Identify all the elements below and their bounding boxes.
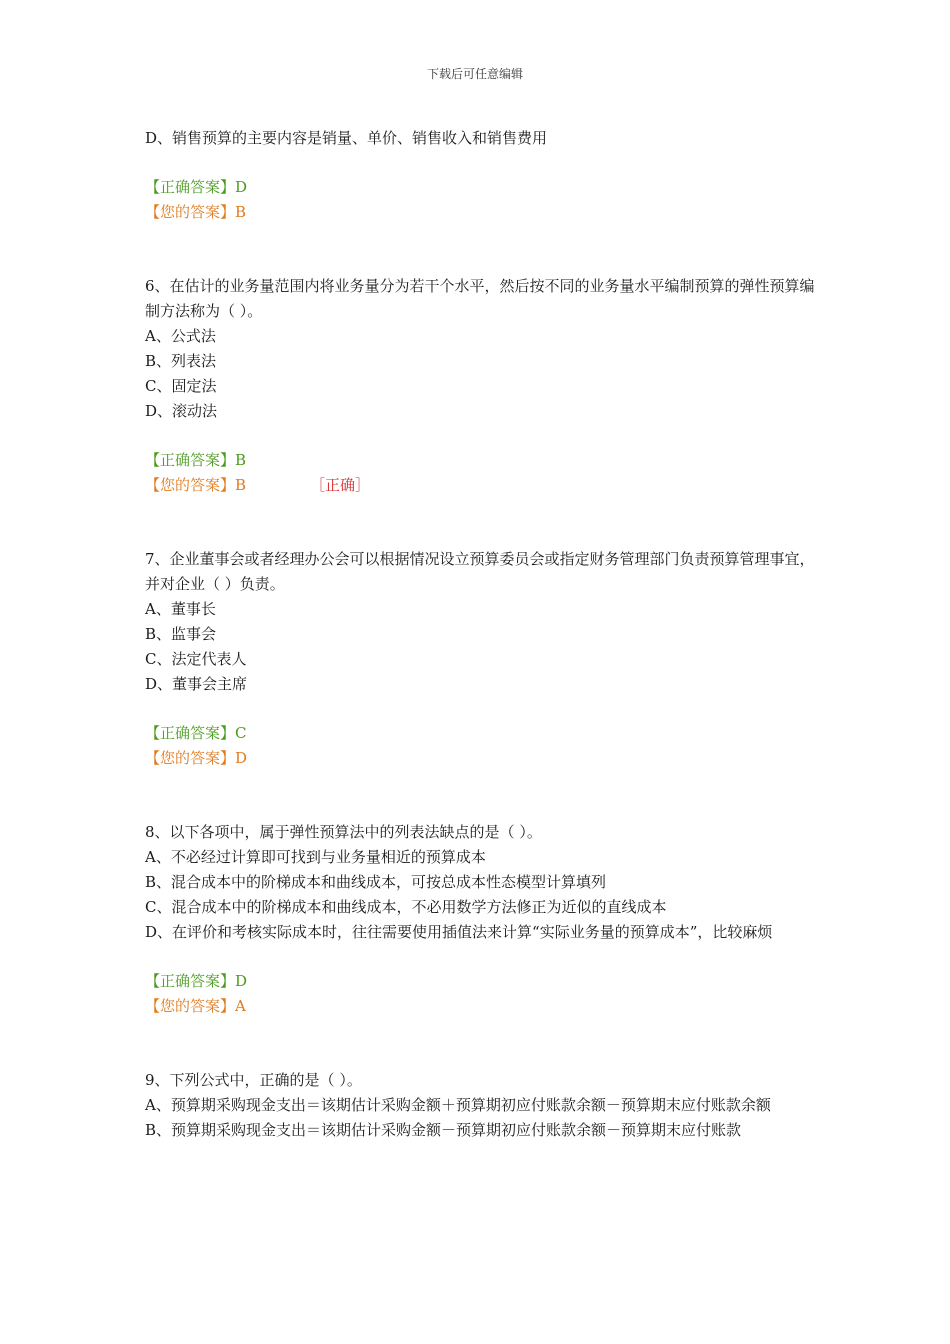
option-d: D、销售预算的主要内容是销量、单价、销售收入和销售费用 [145,129,548,147]
option-d: D、滚动法 [145,402,218,420]
option-a: A、董事长 [145,600,216,618]
question-6 [145,274,815,498]
option-c: C、混合成本中的阶梯成本和曲线成本，不必用数学方法修正为近似的直线成本 [145,898,667,916]
document-body [145,126,815,1143]
your-answer: 【您的答案】B [145,203,247,221]
verdict-badge: ［正确］ [310,476,371,494]
correct-answer: 【正确答案】D [145,972,248,990]
option-b: B、预算期采购现金支出＝该期估计采购金额－预算期初应付账款余额－预算期末应付账款 [145,1121,742,1139]
question-7 [145,547,815,771]
option-c: C、法定代表人 [145,650,247,668]
option-a: A、预算期采购现金支出＝该期估计采购金额＋预算期初应付账款余额－预算期末应付账款余额 [145,1096,771,1114]
option-d: D、在评价和考核实际成本时，往往需要使用插值法来计算“实际业务量的预算成本”，比较麻烦 [145,923,773,941]
option-a: A、公式法 [145,327,216,345]
question-9 [145,1068,815,1143]
correct-answer: 【正确答案】C [145,724,247,742]
option-b: B、混合成本中的阶梯成本和曲线成本，可按总成本性态模型计算填列 [145,873,607,891]
option-b: B、列表法 [145,352,217,370]
your-answer: 【您的答案】D [145,749,248,767]
question-stem: 6、在估计的业务量范围内将业务量分为若干个水平，然后按不同的业务量水平编制预算的弹性预算编制方法称为（ ）。 [145,277,815,320]
your-answer: 【您的答案】A [145,997,246,1015]
question-8 [145,820,815,1019]
correct-answer: 【正确答案】B [145,451,247,469]
question-stem: 9、下列公式中，正确的是（ ）。 [145,1071,362,1089]
question-stem: 8、以下各项中，属于弹性预算法中的列表法缺点的是（ ）。 [145,823,542,841]
page-header: 下载后可任意编辑 [426,67,523,81]
your-answer-row [145,473,815,498]
option-d: D、董事会主席 [145,675,248,693]
correct-answer: 【正确答案】D [145,178,248,196]
option-c: C、固定法 [145,377,217,395]
question-5-tail [145,126,815,225]
option-a: A、不必经过计算即可找到与业务量相近的预算成本 [145,848,486,866]
your-answer: 【您的答案】B [145,476,247,494]
option-b: B、监事会 [145,625,217,643]
question-stem: 7、企业董事会或者经理办公会可以根据情况设立预算委员会或指定财务管理部门负责预算管理事宜，并对企业（ ）负责。 [145,550,815,593]
